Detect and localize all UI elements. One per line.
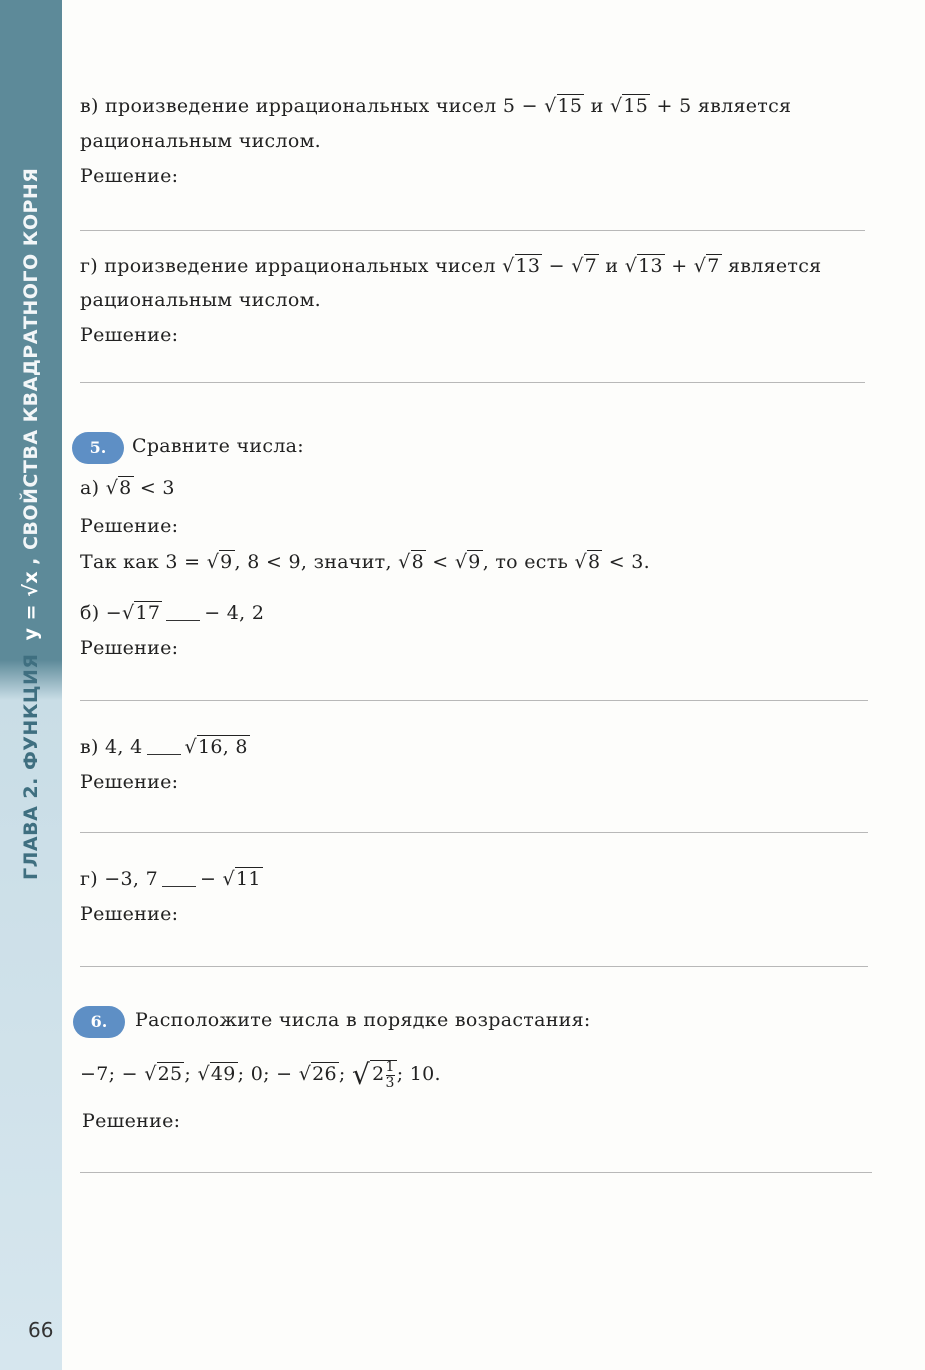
text: является xyxy=(721,255,822,277)
denominator: 3 xyxy=(385,1074,395,1091)
text: , то есть xyxy=(482,551,575,573)
radicand: 8 xyxy=(587,551,601,573)
text: − 4, 2 xyxy=(204,602,265,624)
sqrt: √15 xyxy=(609,95,649,117)
solution-label: Решение: xyxy=(80,324,179,346)
chapter-label: ГЛАВА 2. ФУНКЦИЯ xyxy=(20,653,42,880)
sqrt: √11 xyxy=(222,868,261,890)
solution-label: Решение: xyxy=(80,903,179,925)
solution-label: Решение: xyxy=(80,515,179,537)
text: ; xyxy=(338,1063,352,1085)
solution-label: Решение: xyxy=(80,771,179,793)
sqrt: √8 xyxy=(398,551,424,573)
sqrt: √8 xyxy=(574,551,601,573)
sqrt: √15 xyxy=(544,95,583,117)
answer-line[interactable] xyxy=(80,966,868,967)
radicand: 26 xyxy=(312,1063,337,1085)
task4-g-statement xyxy=(80,255,821,277)
radicand: 49 xyxy=(210,1063,236,1085)
sqrt: √7 xyxy=(693,255,720,277)
numerator: 1 xyxy=(385,1058,395,1075)
sqrt: √49 xyxy=(197,1063,236,1085)
text: < xyxy=(425,551,455,573)
text: −7; − xyxy=(80,1063,145,1085)
text: ; 0; − xyxy=(237,1063,299,1085)
chapter-sidebar xyxy=(0,0,62,1370)
sqrt: √9 xyxy=(454,551,481,573)
answer-line[interactable] xyxy=(80,1172,872,1173)
sqrt: √25 xyxy=(144,1063,183,1085)
section-label: , СВОЙСТВА КВАДРАТНОГО КОРНЯ xyxy=(20,167,42,565)
radicand: 17 xyxy=(135,602,161,624)
solution-label: Решение: xyxy=(82,1110,181,1132)
sqrt: √8 xyxy=(105,477,132,499)
text: Так как 3 = xyxy=(80,551,207,573)
answer-line[interactable] xyxy=(80,382,865,383)
radicand: 9 xyxy=(468,551,481,573)
radicand: 8 xyxy=(119,477,132,499)
text: в) произведение иррациональных чисел 5 − xyxy=(80,95,545,117)
text: б) − xyxy=(80,602,123,624)
text: г) произведение иррациональных чисел xyxy=(80,255,503,277)
text: < 3. xyxy=(602,551,650,573)
task5-g xyxy=(80,868,263,890)
solution-label: Решение: xyxy=(80,165,179,187)
sqrt: √9 xyxy=(206,551,233,573)
task5-b xyxy=(80,602,264,624)
text: г) −3, 7 xyxy=(80,868,158,890)
answer-line[interactable] xyxy=(80,832,868,833)
task6-numbers xyxy=(80,1058,441,1091)
fraction xyxy=(386,1060,395,1091)
task5-v xyxy=(80,736,250,758)
radicand: 16, 8 xyxy=(197,736,248,758)
text: − xyxy=(542,255,572,277)
radicand: 9 xyxy=(220,551,233,573)
radicand: 7 xyxy=(584,255,598,277)
task5-a-solution xyxy=(80,551,650,573)
radicand: 15 xyxy=(557,95,583,117)
task5-a xyxy=(80,477,175,499)
sqrt: √7 xyxy=(571,255,598,277)
task-number-badge: 6. xyxy=(73,1006,125,1038)
radicand: 13 xyxy=(515,255,541,277)
sqrt-mixed-fraction: √ 2 $\frac{1}{3}$ xyxy=(351,1058,395,1091)
answer-line[interactable] xyxy=(80,700,868,701)
page-number: 66 xyxy=(28,1318,54,1342)
task-number-badge: 5. xyxy=(72,432,124,464)
radicand: 11 xyxy=(235,868,261,890)
mixed-whole: 2 xyxy=(372,1063,385,1085)
sqrt: √13 xyxy=(502,255,541,277)
text: и xyxy=(584,95,610,117)
text: и xyxy=(599,255,625,277)
sqrt: √13 xyxy=(624,255,663,277)
radicand: 25 xyxy=(157,1063,183,1085)
task4-v-statement xyxy=(80,95,791,117)
task5-title: Сравните числа: xyxy=(132,435,305,457)
solution-label: Решение: xyxy=(80,637,179,659)
task4-g-continuation: рациональным числом. xyxy=(80,289,322,311)
task6-title: Расположите числа в порядке возрастания: xyxy=(135,1009,591,1031)
text: в) 4, 4 xyxy=(80,736,143,758)
text: + 5 является xyxy=(650,95,792,117)
function-label: y = √x xyxy=(20,570,42,641)
radicand: 8 xyxy=(411,551,424,573)
radicand: 13 xyxy=(638,255,663,277)
task4-v-continuation: рациональным числом. xyxy=(80,130,322,152)
sqrt: √26 xyxy=(298,1063,337,1085)
text: + xyxy=(664,255,694,277)
radicand: 7 xyxy=(707,255,720,277)
text: ; xyxy=(184,1063,198,1085)
comparison-blank[interactable] xyxy=(162,886,196,887)
text: а) xyxy=(80,477,106,499)
text: − xyxy=(199,868,223,890)
comparison-blank[interactable] xyxy=(166,620,200,621)
sqrt: √16, 8 xyxy=(184,736,248,758)
answer-line[interactable] xyxy=(80,230,865,231)
chapter-title-vertical xyxy=(16,167,46,880)
sqrt: √17 xyxy=(122,602,161,624)
text: < 3 xyxy=(133,477,175,499)
radicand: 15 xyxy=(623,95,649,117)
text: , 8 < 9, значит, xyxy=(234,551,399,573)
comparison-blank[interactable] xyxy=(147,754,181,755)
text: ; 10. xyxy=(396,1063,441,1085)
